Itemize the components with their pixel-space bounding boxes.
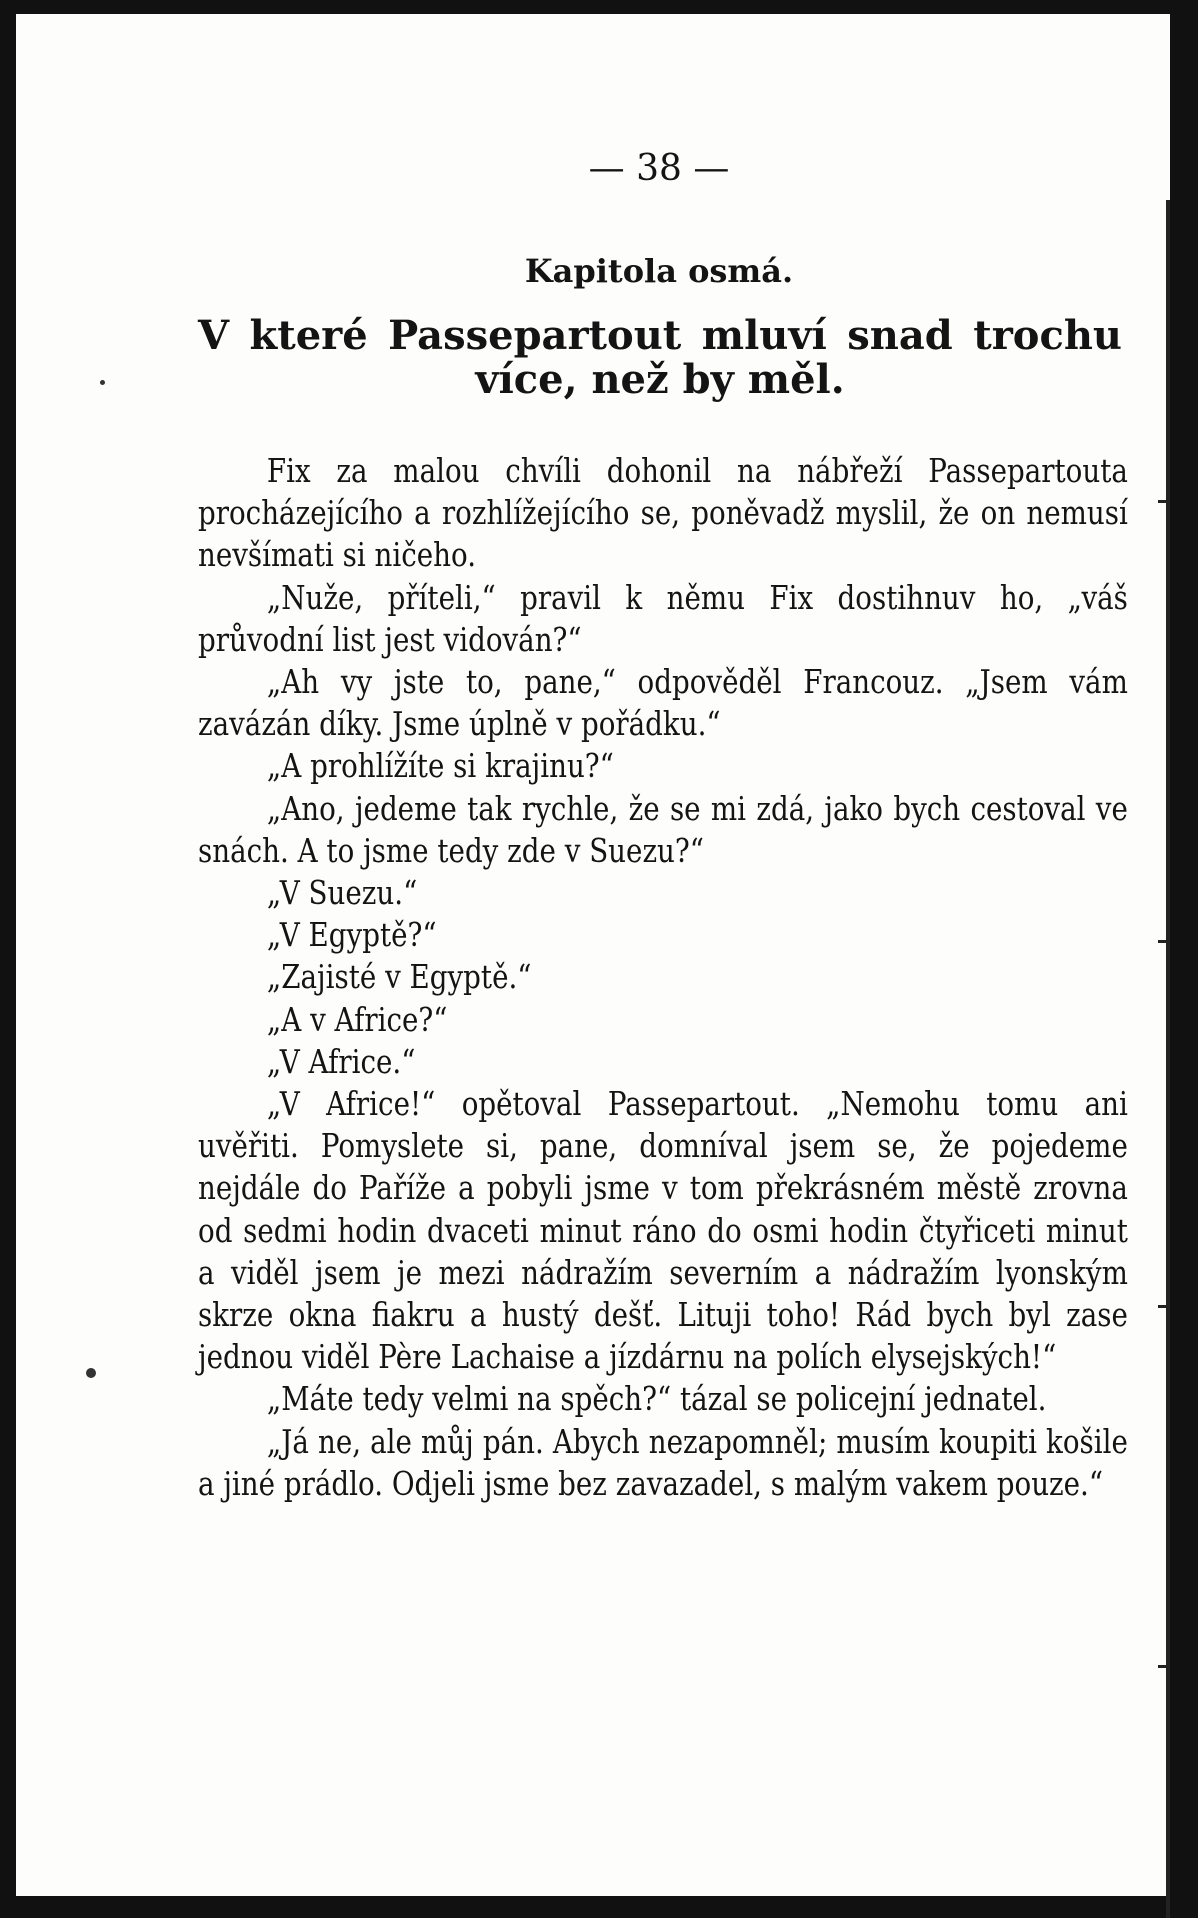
paragraph: „Nuže, příteli,“ pravil k němu Fix dostihnuv ho, „váš průvodní list jest vidován?“ [198, 577, 1128, 659]
chapter-title-line-2: více, než by měl. [475, 356, 845, 403]
page-edge-notch [1158, 1665, 1170, 1668]
paragraph: Fix za malou chvíli dohonil na nábřeží Passepartouta procházejícího a rozhlížejícího se, poněvadž myslil, že on nemusí nevšímati si ničeho. [198, 451, 1128, 575]
page-edge-notch [1158, 500, 1170, 503]
scan-border-top [0, 0, 1198, 14]
body-text [198, 450, 1128, 1505]
paragraph: „A prohlížíte si krajinu?“ [266, 746, 614, 786]
paragraph: „Ah vy jste to, pane,“ odpověděl Francouz. „Jsem vám zavázán díky. Jsme úplně v pořádku.“ [198, 662, 1128, 744]
page-edge-notch [1158, 1305, 1170, 1308]
paragraph: „Já ne, ale můj pán. Abych nezapomněl; musím koupiti košile a jiné prádlo. Odjeli jsme bez zavazadel, s malým vakem pouze.“ [198, 1421, 1128, 1503]
page-number: — 38 — [588, 148, 730, 189]
chapter-title [198, 314, 1122, 402]
paragraph: „Máte tedy velmi na spěch?“ tázal se policejní jednatel. [266, 1379, 1047, 1419]
scan-speck [86, 1368, 96, 1378]
page-edge-line [1166, 200, 1170, 1918]
chapter-title-line-1: V které Passepartout mluví snad trochu [198, 312, 1122, 359]
paragraph: „A v Africe?“ [266, 999, 448, 1039]
chapter-label: Kapitola osmá. [524, 252, 794, 290]
scan-speck [100, 380, 105, 385]
paragraph: „V Africe.“ [266, 1041, 416, 1081]
scan-border-bottom [0, 1896, 1198, 1918]
paragraph: „V Suezu.“ [266, 873, 418, 913]
page-edge-notch [1158, 940, 1170, 943]
paragraph: „Ano, jedeme tak rychle, že se mi zdá, jako bych cestoval ve snách. A to jsme tedy zde v Suezu?“ [198, 788, 1128, 870]
paragraph: „Zajisté v Egyptě.“ [266, 957, 532, 997]
paragraph: „V Egyptě?“ [266, 915, 437, 955]
paragraph: „V Africe!“ opětoval Passepartout. „Nemohu tomu ani uvěřiti. Pomyslete si, pane, domníval jsem se, že pojedeme nejdále do Paříže a pobyli jsme v tom překrásném městě zrovna od sedmi hodin dvaceti minut ráno do osmi hodin čtyřiceti minut a viděl jsem je mezi nádražím severním a nádražím lyonským skrze okna fiakru a hustý dešť. Lituji toho! Rád bych byl zase jednou viděl Père Lachaise a jízdárnu na polích elysejských!“ [198, 1084, 1128, 1377]
